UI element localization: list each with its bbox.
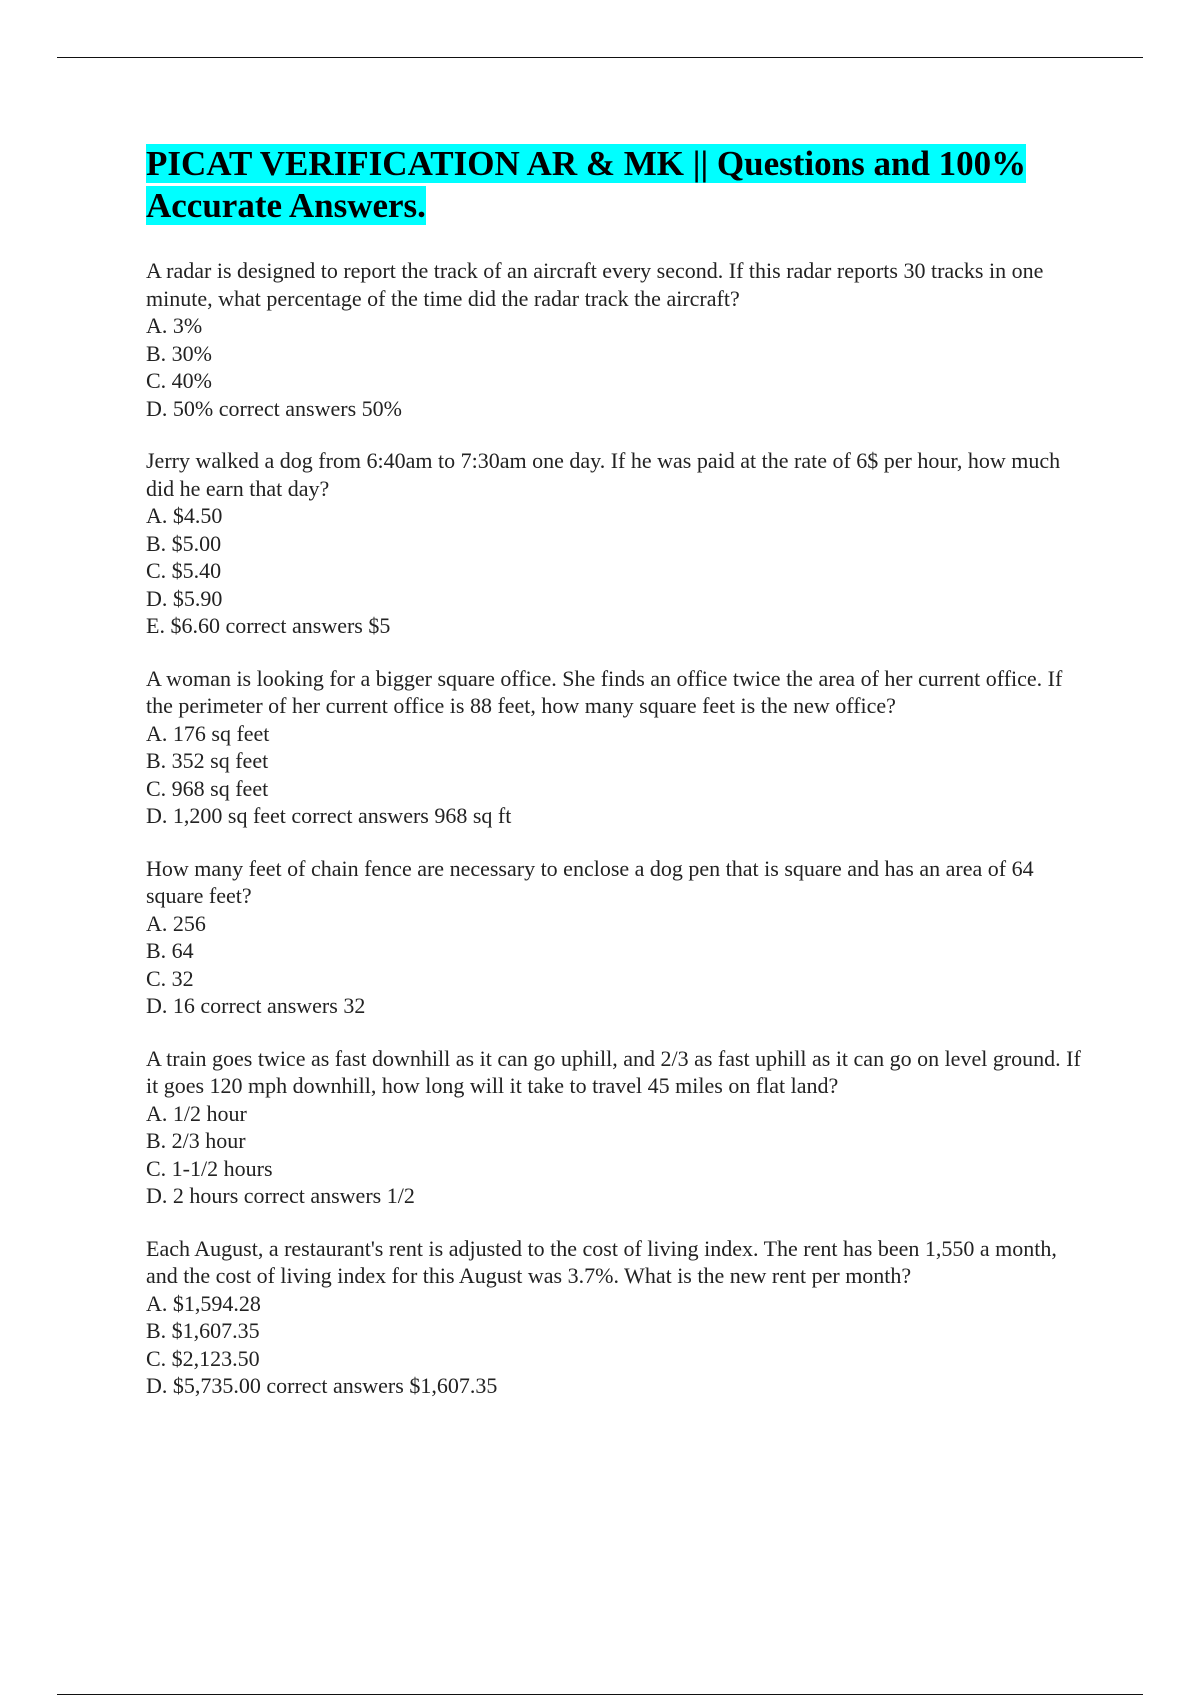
top-rule bbox=[57, 57, 1143, 58]
answer-option: A. 256 bbox=[146, 910, 206, 936]
answer-option: B. $5.00 bbox=[146, 530, 222, 556]
answer-option: C. $2,123.50 bbox=[146, 1345, 260, 1371]
question-5 bbox=[146, 1045, 1086, 1210]
answer-option: B. $1,607.35 bbox=[146, 1318, 260, 1343]
document-title bbox=[146, 143, 1086, 227]
answer-option: D. $5.90 bbox=[146, 585, 223, 611]
question-6 bbox=[146, 1235, 1086, 1400]
bottom-rule bbox=[57, 1694, 1143, 1695]
answer-option: A. $4.50 bbox=[146, 503, 223, 528]
question-text: How many feet of chain fence are necessary to enclose a dog pen that is square and has an area of 64 square feet? bbox=[146, 855, 1034, 908]
answer-option: B. 2/3 hour bbox=[146, 1128, 246, 1153]
answer-option: B. 352 sq feet bbox=[146, 748, 269, 773]
answer-option: C. $5.40 bbox=[146, 558, 222, 583]
answer-option: B. 64 bbox=[146, 938, 194, 963]
answer-option: A. 176 sq feet bbox=[146, 720, 270, 746]
title-highlight: PICAT VERIFICATION AR & MK || Questions and 100% Accurate Answers. bbox=[146, 144, 1027, 225]
answer-option: C. 968 sq feet bbox=[146, 775, 269, 801]
answer-option: C. 1-1/2 hours bbox=[146, 1155, 273, 1181]
answer-option: A. $1,594.28 bbox=[146, 1290, 261, 1316]
question-4 bbox=[146, 855, 1086, 1020]
document-body bbox=[146, 143, 1086, 1425]
answer-option: D. 50% correct answers 50% bbox=[146, 395, 402, 421]
answer-option: D. 2 hours correct answers 1/2 bbox=[146, 1183, 415, 1208]
question-text: Jerry walked a dog from 6:40am to 7:30am one day. If he was paid at the rate of 6$ per hour, how much did he earn that day? bbox=[146, 448, 1061, 501]
answer-option: D. 1,200 sq feet correct answers 968 sq ft bbox=[146, 803, 512, 828]
answer-option: D. $5,735.00 correct answers $1,607.35 bbox=[146, 1373, 498, 1398]
question-text: A radar is designed to report the track of an aircraft every second. If this radar reports 30 tracks in one minute, what percentage of the time did the radar track the aircraft? bbox=[146, 258, 1044, 311]
answer-option: D. 16 correct answers 32 bbox=[146, 993, 366, 1018]
answer-option: C. 40% bbox=[146, 368, 212, 393]
answer-option: E. $6.60 correct answers $5 bbox=[146, 613, 391, 638]
answer-option: B. 30% bbox=[146, 340, 212, 366]
question-text: A woman is looking for a bigger square office. She finds an office twice the area of her current office. If the perimeter of her current office is 88 feet, how many square feet is the new office? bbox=[146, 665, 1063, 718]
question-text: Each August, a restaurant's rent is adjusted to the cost of living index. The rent has been 1,550 a month, and the cost of living index for this August was 3.7%. What is the new rent per month? bbox=[146, 1235, 1057, 1288]
question-2 bbox=[146, 447, 1086, 640]
answer-option: C. 32 bbox=[146, 965, 194, 991]
answer-option: A. 1/2 hour bbox=[146, 1100, 247, 1126]
question-3 bbox=[146, 665, 1086, 830]
question-1 bbox=[146, 257, 1086, 422]
answer-option: A. 3% bbox=[146, 313, 203, 338]
question-text: A train goes twice as fast downhill as it can go uphill, and 2/3 as fast uphill as it can go on level ground. If it goes 120 mph downhill, how long will it take to travel 45 miles on flat land? bbox=[146, 1045, 1081, 1098]
